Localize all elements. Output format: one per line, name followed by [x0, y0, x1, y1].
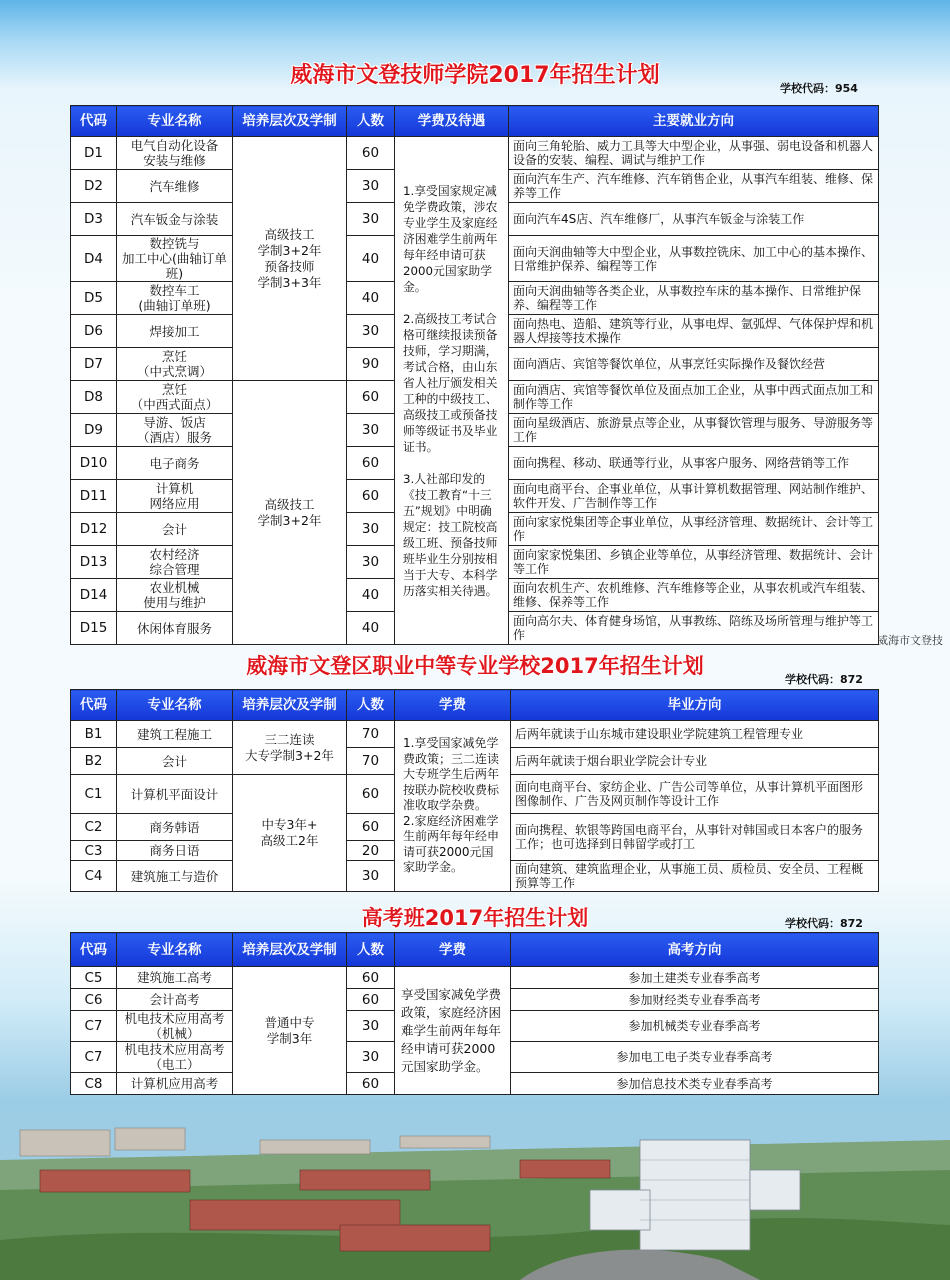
- header-count: 人数: [347, 933, 395, 967]
- major-code: D9: [71, 414, 117, 447]
- watermark: 威海市文登技: [877, 634, 943, 647]
- employment-direction: 面向酒店、宾馆等餐饮单位，从事烹饪实际操作及餐饮经营: [509, 348, 879, 381]
- employment-direction: 参加电工电子类专业春季高考: [511, 1042, 879, 1073]
- enrollment-count: 40: [347, 282, 395, 315]
- employment-direction: 面向家家悦集团等企事业单位，从事经济管理、数据统计、会计等工作: [509, 513, 879, 546]
- major-name: 电子商务: [117, 447, 233, 480]
- major-name: 农业机械 使用与维护: [117, 579, 233, 612]
- section1-table: [70, 105, 879, 645]
- employment-direction: 面向天润曲轴等大中型企业，从事数控铣床、加工中心的基本操作、日常维护保养、编程等工作: [509, 236, 879, 282]
- major-name: 建筑施工高考: [117, 967, 233, 989]
- header-major: 专业名称: [117, 933, 233, 967]
- section2-title: 威海市文登区职业中等专业学校2017年招生计划: [246, 654, 704, 678]
- training-level: 中专3年+ 高级工2年: [233, 775, 347, 892]
- section2-header-row: [71, 690, 879, 721]
- major-name: 计算机 网络应用: [117, 480, 233, 513]
- header-level: 培养层次及学制: [233, 690, 347, 721]
- major-code: C5: [71, 967, 117, 989]
- major-name: 建筑工程施工: [117, 721, 233, 748]
- header-count: 人数: [347, 106, 395, 137]
- header-count: 人数: [347, 690, 395, 721]
- major-name: 导游、饭店 （酒店）服务: [117, 414, 233, 447]
- training-level: 普通中专 学制3年: [233, 967, 347, 1095]
- major-code: C1: [71, 775, 117, 814]
- enrollment-count: 70: [347, 721, 395, 748]
- employment-direction: 面向农机生产、农机维修、汽车维修等企业，从事农机或汽车组装、维修、保养等工作: [509, 579, 879, 612]
- campus-illustration: [0, 1100, 950, 1280]
- employment-direction: 后两年就读于烟台职业学院会计专业: [511, 748, 879, 775]
- enrollment-count: 40: [347, 612, 395, 645]
- enrollment-count: 40: [347, 236, 395, 282]
- major-name: 数控车工 (曲轴订单班): [117, 282, 233, 315]
- section2-school-code: 学校代码：872: [785, 673, 863, 686]
- major-name: 机电技术应用高考 （机械）: [117, 1011, 233, 1042]
- tuition-benefits: 享受国家减免学费政策，家庭经济困难学生前两年每年经申请可获2000元国家助学金。: [395, 967, 511, 1095]
- major-name: 汽车维修: [117, 170, 233, 203]
- employment-direction: 面向汽车4S店、汽车维修厂，从事汽车钣金与涂装工作: [509, 203, 879, 236]
- section3-table: [70, 932, 879, 1095]
- enrollment-count: 60: [347, 967, 395, 989]
- employment-direction: 面向高尔夫、体育健身场馆，从事教练、陪练及场所管理与维护等工作: [509, 612, 879, 645]
- major-code: C8: [71, 1073, 117, 1095]
- major-code: C7: [71, 1042, 117, 1073]
- major-name: 机电技术应用高考 （电工）: [117, 1042, 233, 1073]
- major-code: D5: [71, 282, 117, 315]
- employment-direction: 面向天润曲轴等各类企业，从事数控车床的基本操作、日常维护保养、编程等工作: [509, 282, 879, 315]
- employment-direction: 参加信息技术类专业春季高考: [511, 1073, 879, 1095]
- section3-header-row: [71, 933, 879, 967]
- header-code: 代码: [71, 106, 117, 137]
- enrollment-count: 60: [347, 1073, 395, 1095]
- section3-title: 高考班2017年招生计划: [361, 906, 589, 930]
- enrollment-count: 30: [347, 203, 395, 236]
- enrollment-count: 30: [347, 1042, 395, 1073]
- major-code: D6: [71, 315, 117, 348]
- enrollment-count: 60: [347, 447, 395, 480]
- enrollment-count: 90: [347, 348, 395, 381]
- enrollment-count: 20: [347, 841, 395, 861]
- major-name: 休闲体育服务: [117, 612, 233, 645]
- section1-title: 威海市文登技师学院2017年招生计划: [290, 63, 660, 88]
- table-row: [71, 137, 879, 170]
- table-row: [71, 967, 879, 989]
- enrollment-count: 60: [347, 989, 395, 1011]
- enrollment-count: 60: [347, 480, 395, 513]
- tuition-benefits: 1.享受国家减免学费政策；三二连读大专班学生后两年按联办院校收费标准收取学杂费。 2.家庭经济困难学生前两年每年经申请可获2000元国家助学金。: [395, 721, 511, 892]
- employment-direction: 参加机械类专业春季高考: [511, 1011, 879, 1042]
- training-level: 高级技工 学制3+2年 预备技师 学制3+3年: [233, 137, 347, 381]
- header-direction: 主要就业方向: [509, 106, 879, 137]
- employment-direction: 面向三角轮胎、威力工具等大中型企业，从事强、弱电设备和机器人设备的安装、编程、调试与维护工作: [509, 137, 879, 170]
- employment-direction: 面向星级酒店、旅游景点等企业，从事餐饮管理与服务、导游服务等工作: [509, 414, 879, 447]
- employment-direction: 面向携程、移动、联通等行业，从事客户服务、网络营销等工作: [509, 447, 879, 480]
- header-fee: 学费: [395, 933, 511, 967]
- section1-school-code: 学校代码：954: [780, 82, 858, 95]
- major-code: C7: [71, 1011, 117, 1042]
- header-fee: 学费: [395, 690, 511, 721]
- major-code: C2: [71, 814, 117, 841]
- header-direction: 毕业方向: [511, 690, 879, 721]
- enrollment-count: 60: [347, 775, 395, 814]
- major-name: 数控铣与 加工中心(曲轴订单班): [117, 236, 233, 282]
- major-name: 计算机平面设计: [117, 775, 233, 814]
- enrollment-count: 30: [347, 513, 395, 546]
- major-code: D8: [71, 381, 117, 414]
- major-name: 商务韩语: [117, 814, 233, 841]
- major-name: 建筑施工与造价: [117, 861, 233, 892]
- section3-school-code: 学校代码：872: [785, 917, 863, 930]
- major-code: D1: [71, 137, 117, 170]
- campus-aerial-image: [0, 1100, 950, 1280]
- tuition-benefits: 1.享受国家规定减免学费政策，涉农专业学生及家庭经济困难学生前两年每年经申请可获2000元国家助学金。 2.高级技工考试合格可继续报读预备技师，学习期满，考试合格，由山东省人社厅颁发相关工种的中级技工、高级技工或预备技师等级证书及毕业证书。 3.人社部印发的《技工教育“十三五”规划》中明确规定：技工院校高级工班、预备技师班毕业生分别按相当于大专、本科学历落实相关待遇。: [395, 137, 509, 645]
- enrollment-count: 40: [347, 579, 395, 612]
- header-code: 代码: [71, 690, 117, 721]
- major-name: 计算机应用高考: [117, 1073, 233, 1095]
- employment-direction: 参加土建类专业春季高考: [511, 967, 879, 989]
- major-name: 汽车钣金与涂装: [117, 203, 233, 236]
- section2-table: [70, 689, 879, 892]
- enrollment-count: 30: [347, 170, 395, 203]
- major-code: D14: [71, 579, 117, 612]
- enrollment-count: 30: [347, 1011, 395, 1042]
- employment-direction: 面向建筑、建筑监理企业，从事施工员、质检员、安全员、工程概预算等工作: [511, 861, 879, 892]
- major-code: D2: [71, 170, 117, 203]
- enrollment-count: 30: [347, 414, 395, 447]
- header-major: 专业名称: [117, 690, 233, 721]
- header-level: 培养层次及学制: [233, 933, 347, 967]
- major-code: D10: [71, 447, 117, 480]
- header-code: 代码: [71, 933, 117, 967]
- employment-direction: 面向汽车生产、汽车维修、汽车销售企业，从事汽车组装、维修、保养等工作: [509, 170, 879, 203]
- major-code: D15: [71, 612, 117, 645]
- employment-direction: 后两年就读于山东城市建设职业学院建筑工程管理专业: [511, 721, 879, 748]
- major-code: D7: [71, 348, 117, 381]
- training-level: 高级技工 学制3+2年: [233, 381, 347, 645]
- major-name: 会计: [117, 513, 233, 546]
- employment-direction: 面向热电、造船、建筑等行业，从事电焊、氩弧焊、气体保护焊和机器人焊接等技术操作: [509, 315, 879, 348]
- enrollment-count: 30: [347, 546, 395, 579]
- major-code: D11: [71, 480, 117, 513]
- major-name: 商务日语: [117, 841, 233, 861]
- employment-direction: 面向家家悦集团、乡镇企业等单位，从事经济管理、数据统计、会计等工作: [509, 546, 879, 579]
- major-code: B2: [71, 748, 117, 775]
- major-code: C6: [71, 989, 117, 1011]
- major-code: D4: [71, 236, 117, 282]
- enrollment-count: 30: [347, 861, 395, 892]
- employment-direction: 参加财经类专业春季高考: [511, 989, 879, 1011]
- major-code: D12: [71, 513, 117, 546]
- enrollment-count: 60: [347, 814, 395, 841]
- major-name: 烹饪 （中西式面点）: [117, 381, 233, 414]
- training-level: 三二连读 大专学制3+2年: [233, 721, 347, 775]
- major-name: 电气自动化设备 安装与维修: [117, 137, 233, 170]
- major-code: D3: [71, 203, 117, 236]
- enrollment-count: 30: [347, 315, 395, 348]
- major-name: 农村经济 综合管理: [117, 546, 233, 579]
- enrollment-count: 60: [347, 137, 395, 170]
- table-row: [71, 721, 879, 748]
- employment-direction: 面向酒店、宾馆等餐饮单位及面点加工企业，从事中西式面点加工和制作等工作: [509, 381, 879, 414]
- major-name: 会计高考: [117, 989, 233, 1011]
- employment-direction: 面向电商平台、家纺企业、广告公司等单位，从事计算机平面图形图像制作、广告及网页制作等设计工作: [511, 775, 879, 814]
- major-code: D13: [71, 546, 117, 579]
- header-direction: 高考方向: [511, 933, 879, 967]
- major-name: 焊接加工: [117, 315, 233, 348]
- enrollment-count: 60: [347, 381, 395, 414]
- enrollment-count: 70: [347, 748, 395, 775]
- section1-header-row: [71, 106, 879, 137]
- header-major: 专业名称: [117, 106, 233, 137]
- employment-direction: 面向电商平台、企事业单位，从事计算机数据管理、网站制作维护、软件开发、广告制作等工作: [509, 480, 879, 513]
- header-level: 培养层次及学制: [233, 106, 347, 137]
- major-code: C4: [71, 861, 117, 892]
- major-name: 烹饪 （中式烹调）: [117, 348, 233, 381]
- major-code: C3: [71, 841, 117, 861]
- major-name: 会计: [117, 748, 233, 775]
- major-code: B1: [71, 721, 117, 748]
- header-fee: 学费及待遇: [395, 106, 509, 137]
- employment-direction: 面向携程、软银等跨国电商平台，从事针对韩国或日本客户的服务工作；也可选择到日韩留学或打工: [511, 814, 879, 861]
